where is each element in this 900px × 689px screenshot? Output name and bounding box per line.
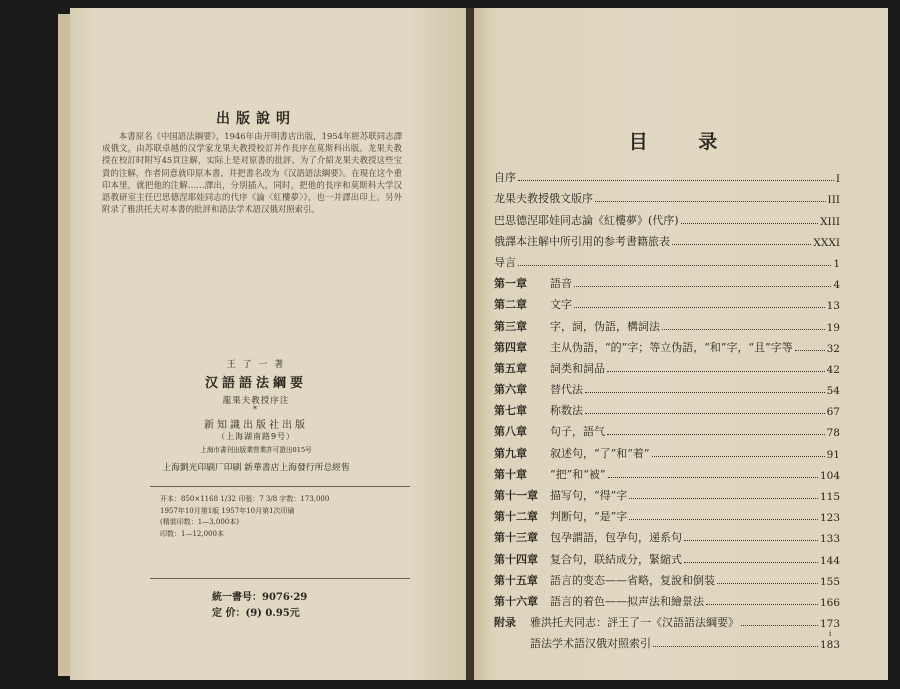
toc-entry-label: 第十三章: [494, 531, 538, 545]
toc-entry-page: 32: [826, 342, 840, 355]
toc-entry[interactable]: [494, 524, 840, 545]
toc-entry-title: 語言的变态——省略，复說和倒装: [550, 573, 715, 587]
toc-entry-label: 第四章: [494, 340, 527, 354]
print-specs: [160, 494, 400, 540]
publisher-line: 新知識出版社出版: [204, 420, 308, 431]
spec-line: 1957年10月第1版 1957年10月第1次印刷: [160, 506, 295, 515]
toc-entry[interactable]: [494, 482, 840, 503]
toc-entry[interactable]: [494, 609, 840, 630]
toc-entry[interactable]: [494, 355, 840, 376]
toc-entry-label: 第一章: [494, 277, 527, 291]
publisher-address: （上海湖南路9号）: [216, 432, 296, 441]
toc-entry-label: 第三章: [494, 319, 527, 333]
toc-entry-label: 第七章: [494, 404, 527, 418]
toc-leader: [607, 371, 825, 372]
toc-leader: [629, 519, 818, 520]
toc-entry-title: 語音: [550, 277, 572, 291]
toc-leader: [574, 286, 831, 287]
toc-entry-page: III: [827, 194, 840, 207]
toc-leader: [681, 223, 818, 224]
toc-entry[interactable]: [494, 334, 840, 355]
toc-entry-label: 第十四章: [494, 552, 538, 566]
toc-entry-page: 144: [819, 554, 840, 567]
toc-leader: [629, 498, 818, 499]
toc-entry-page: 155: [819, 575, 840, 588]
toc-leader: [585, 392, 825, 393]
toc-entry[interactable]: [494, 630, 840, 651]
toc-entry-label: 第十章: [494, 467, 527, 481]
toc-entry-page: 183: [819, 639, 840, 652]
toc-entry[interactable]: [494, 228, 840, 249]
toc-entry[interactable]: [494, 545, 840, 566]
toc-entry-label: 第十二章: [494, 510, 538, 524]
toc-leader: [662, 329, 825, 330]
toc-entry[interactable]: [494, 312, 840, 333]
toc-entry-page: I: [835, 173, 840, 186]
price-line: 定 价：(9) 0.95元: [212, 608, 300, 619]
license-line: 上海市書刊出版業營業許可證出015号: [200, 446, 312, 454]
toc-leader: [595, 201, 826, 202]
toc-entry[interactable]: [494, 164, 840, 185]
book-title: 汉語語法綱要: [204, 376, 307, 391]
toc-entry-title: 导言: [494, 255, 516, 269]
toc-entry-title: 詞类和詞品: [550, 361, 605, 375]
toc-entry-label: 第八章: [494, 425, 527, 439]
toc-entry-title: 語言的着色——拟声法和繪景法: [550, 594, 704, 608]
toc-entry-page: 173: [819, 618, 840, 631]
toc-entry-page: 4: [833, 279, 840, 292]
toc-entry[interactable]: [494, 503, 840, 524]
toc-leader: [672, 244, 811, 245]
toc-entry-page: 104: [819, 469, 840, 482]
toc-entry-title: 字，詞，伪語，構詞法: [550, 319, 660, 333]
spec-line: 开本：850×1168 1/32 印張：7 3/8 字数：173,000: [160, 495, 330, 503]
toc-entry-label: 第五章: [494, 361, 527, 375]
divider: [150, 486, 410, 487]
publication-note-paragraph: 本書原名《中国語法綱要》，1946年由开明書店出版，1954年經苏联同志譯成俄文，由苏联卓越的汉学家龙果夫教授校訂并作長序在莫斯科出版。龙果夫教授在校訂时附写45頁注解，实际上是对原書的批評。为了介紹龙果夫教授这些宝貴的注解，作者同意就印原本書，并把書名改为《汉語語法綱要》。在現在这个重印本里，就把他的注解……譯出，分別插入，同时，把他的長序和莫斯科大学汉語教研室主任巴思德涅耶娃同志的代序《論〈紅樓夢〉》，也一并譯出印上。另外附录了雅洪托夫对本書的批評和語法学术語汉俄对照索引。: [102, 131, 402, 215]
toc-entry-label: 第六章: [494, 383, 527, 397]
toc-entry-title: 主从伪語，“的”字；等立伪語，“和”字，“且”字等: [550, 340, 793, 354]
toc-entry[interactable]: [494, 461, 840, 482]
toc-entry[interactable]: [494, 185, 840, 206]
toc-entry-page: 166: [819, 596, 840, 609]
toc-entry[interactable]: [494, 418, 840, 439]
toc-leader: [706, 604, 818, 605]
toc-leader: [684, 540, 818, 541]
toc-entry-page: 67: [826, 406, 840, 419]
toc-entry-page: XIII: [820, 215, 840, 228]
toc-title: 目 录: [628, 131, 740, 153]
toc-leader: [607, 434, 825, 435]
toc-leader: [608, 477, 818, 478]
divider: [150, 578, 410, 579]
toc-entry-title: 龙果夫教授俄文版序: [494, 192, 593, 206]
toc-entry[interactable]: [494, 397, 840, 418]
toc-entry[interactable]: [494, 588, 840, 609]
toc-leader: [795, 350, 825, 351]
annotator-line: 龍果夫教授序注: [222, 396, 290, 406]
toc-leader: [518, 180, 834, 181]
toc-entry-page: 133: [819, 533, 840, 546]
page-number: i: [829, 630, 832, 638]
toc-entry-title: 語法学术語汉俄对照索引: [530, 637, 651, 651]
toc-entry-title: 雅洪托夫同志：評王了一《汉語語法綱要》: [530, 616, 739, 630]
toc-entry-title: 包孕謂語，包孕句，递系句: [550, 531, 682, 545]
toc-leader: [518, 265, 831, 266]
toc-entry-title: 叙述句，“了”和“着”: [550, 446, 650, 460]
toc-entry-page: 13: [826, 300, 840, 313]
toc-entry-title: “把”和“被”: [550, 467, 606, 481]
toc-leader: [684, 562, 818, 563]
toc-entry-page: 54: [826, 385, 840, 398]
toc-entry-label: 附录: [494, 616, 516, 630]
toc-entry-page: 91: [826, 448, 840, 461]
toc-entry-title: 句子，語气: [550, 425, 605, 439]
toc-leader: [653, 646, 818, 647]
toc-entry-title: 称数法: [550, 404, 583, 418]
publication-note-title: 出版說明: [216, 111, 296, 127]
toc-entry-label: 第十六章: [494, 594, 538, 608]
unified-book-number: 統一書号：9076·29: [212, 592, 308, 603]
toc-entry-title: 巴思德涅耶娃同志論《紅樓夢》(代序): [494, 213, 679, 227]
toc-entry-title: 俄譯本注解中所引用的参考書籍旅表: [494, 234, 670, 248]
toc-entry-page: XXXI: [813, 236, 840, 249]
toc-entry-label: 第九章: [494, 446, 527, 460]
toc-entry[interactable]: [494, 270, 840, 291]
toc-entry-page: 42: [826, 363, 840, 376]
toc-entry-title: 描写句，“得”字: [550, 489, 628, 502]
toc-leader: [741, 625, 818, 626]
spec-line: (精裝印数：1—3,000本): [160, 518, 239, 526]
toc-entry[interactable]: [494, 249, 840, 270]
separator-asterisk: *: [253, 405, 257, 414]
author-line: 王 了 一 著: [226, 360, 286, 370]
toc-entry-label: 第二章: [494, 298, 527, 312]
table-of-contents: [494, 164, 840, 651]
toc-leader: [574, 307, 825, 308]
toc-entry-page: 123: [819, 512, 840, 525]
toc-leader: [585, 413, 825, 414]
toc-entry-title: 复合句，联結成分，緊縮式: [550, 552, 682, 566]
toc-entry-title: 判断句，“是”字: [550, 510, 628, 524]
toc-entry-title: 文字: [550, 298, 572, 312]
toc-leader: [717, 583, 818, 584]
toc-entry-page: 115: [819, 491, 840, 503]
toc-entry-title: 替代法: [550, 383, 583, 397]
toc-entry-page: 19: [826, 321, 840, 334]
toc-entry-title: 自序: [494, 171, 516, 185]
toc-entry[interactable]: [494, 376, 840, 397]
toc-entry-page: 78: [826, 427, 840, 440]
publication-note: [102, 130, 402, 215]
toc-entry-label: 第十五章: [494, 573, 538, 587]
spec-line: 印数：1—12,000本: [160, 529, 224, 538]
toc-entry-page: 1: [833, 257, 840, 270]
printer-line: 上海劉光印刷厂印刷 新華書店上海發行所总經售: [162, 463, 350, 473]
toc-leader: [652, 456, 825, 457]
toc-entry-label: 第十一章: [494, 489, 538, 502]
toc-entry[interactable]: [494, 439, 840, 460]
toc-entry[interactable]: [494, 567, 840, 588]
toc-entry[interactable]: [494, 206, 840, 227]
toc-entry[interactable]: [494, 291, 840, 312]
